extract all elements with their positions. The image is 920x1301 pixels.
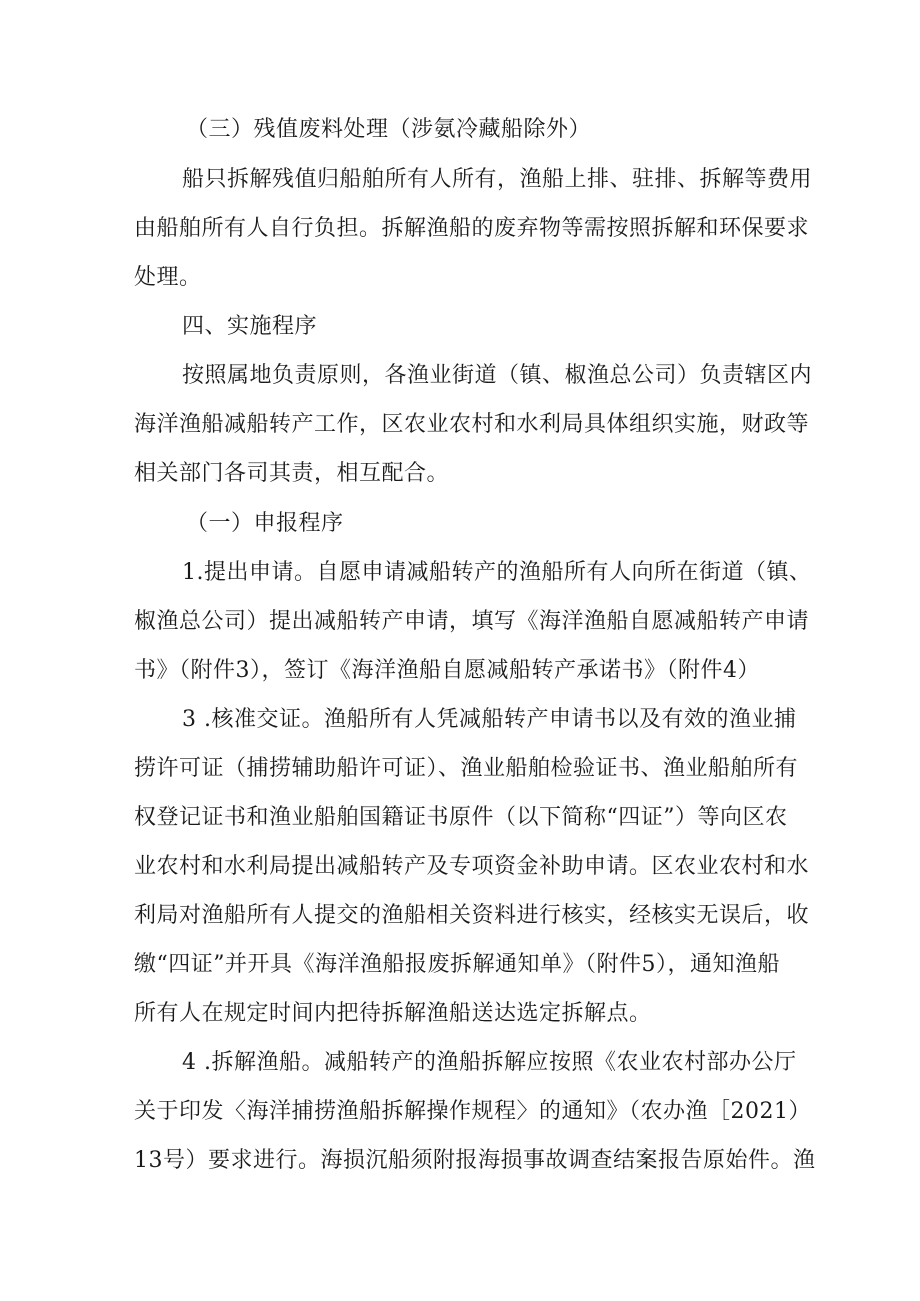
paragraph-line: 椒渔总公司）提出减船转产申请，填写《海洋渔船自愿减船转产申请 [134, 609, 810, 634]
paragraph-line: 书》（附件3），签订《海洋渔船自愿减船转产承诺书》（附件4） [134, 658, 760, 683]
paragraph-line: 船只拆解残值归船舶所有人所有，渔船上排、驻排、拆解等费用 [182, 167, 813, 192]
paragraph-line: 相关部门各司其责，相互配合。 [134, 461, 450, 486]
paragraph-line: 缴“四证”并开具《海洋渔船报废拆解通知单》（附件5），通知渔船 [134, 952, 780, 977]
subsection-heading-application: （一）申报程序 [186, 511, 344, 536]
paragraph-line: 按照属地负责原则，各渔业街道（镇、椒渔总公司）负责辖区内 [182, 363, 813, 388]
paragraph-line: 由船舶所有人自行负担。拆解渔船的废弃物等需按照拆解和环保要求 [134, 216, 810, 241]
paragraph-line: 权登记证书和渔业船舶国籍证书原件（以下简称“四证”）等向区农 [134, 805, 788, 830]
paragraph-line: 处理。 [134, 265, 202, 290]
paragraph-line: 13号）要求进行。海损沉船须附报海损事故调查结案报告原始件。渔 [134, 1148, 816, 1173]
section-heading-implementation: 四、实施程序 [182, 314, 318, 339]
paragraph-line: 4 .拆解渔船。减船转产的渔船拆解应按照《农业农村部办公厅 [182, 1050, 797, 1075]
paragraph-line: 1.提出申请。自愿申请减船转产的渔船所有人向所在街道（镇、 [182, 560, 812, 585]
paragraph-line: 捞许可证（捕捞辅助船许可证）、渔业船舶检验证书、渔业船舶所有 [134, 756, 799, 781]
section-heading-residual-waste: （三）残值废料处理（涉氨冷藏船除外） [186, 117, 592, 142]
paragraph-line: 关于印发〈海洋捕捞渔船拆解操作规程〉的通知》（农办渔［2021） [134, 1099, 811, 1124]
paragraph-line: 利局对渔船所有人提交的渔船相关资料进行核实，经核实无误后，收 [134, 903, 810, 928]
paragraph-line: 海洋渔船减船转产工作，区农业农村和水利局具体组织实施，财政等 [134, 412, 810, 437]
paragraph-line: 业农村和水利局提出减船转产及专项资金补助申请。区农业农村和水 [134, 854, 810, 879]
paragraph-line: 所有人在规定时间内把待拆解渔船送达选定拆解点。 [134, 1001, 652, 1026]
paragraph-line: 3 .核准交证。渔船所有人凭减船转产申请书以及有效的渔业捕 [182, 707, 797, 732]
